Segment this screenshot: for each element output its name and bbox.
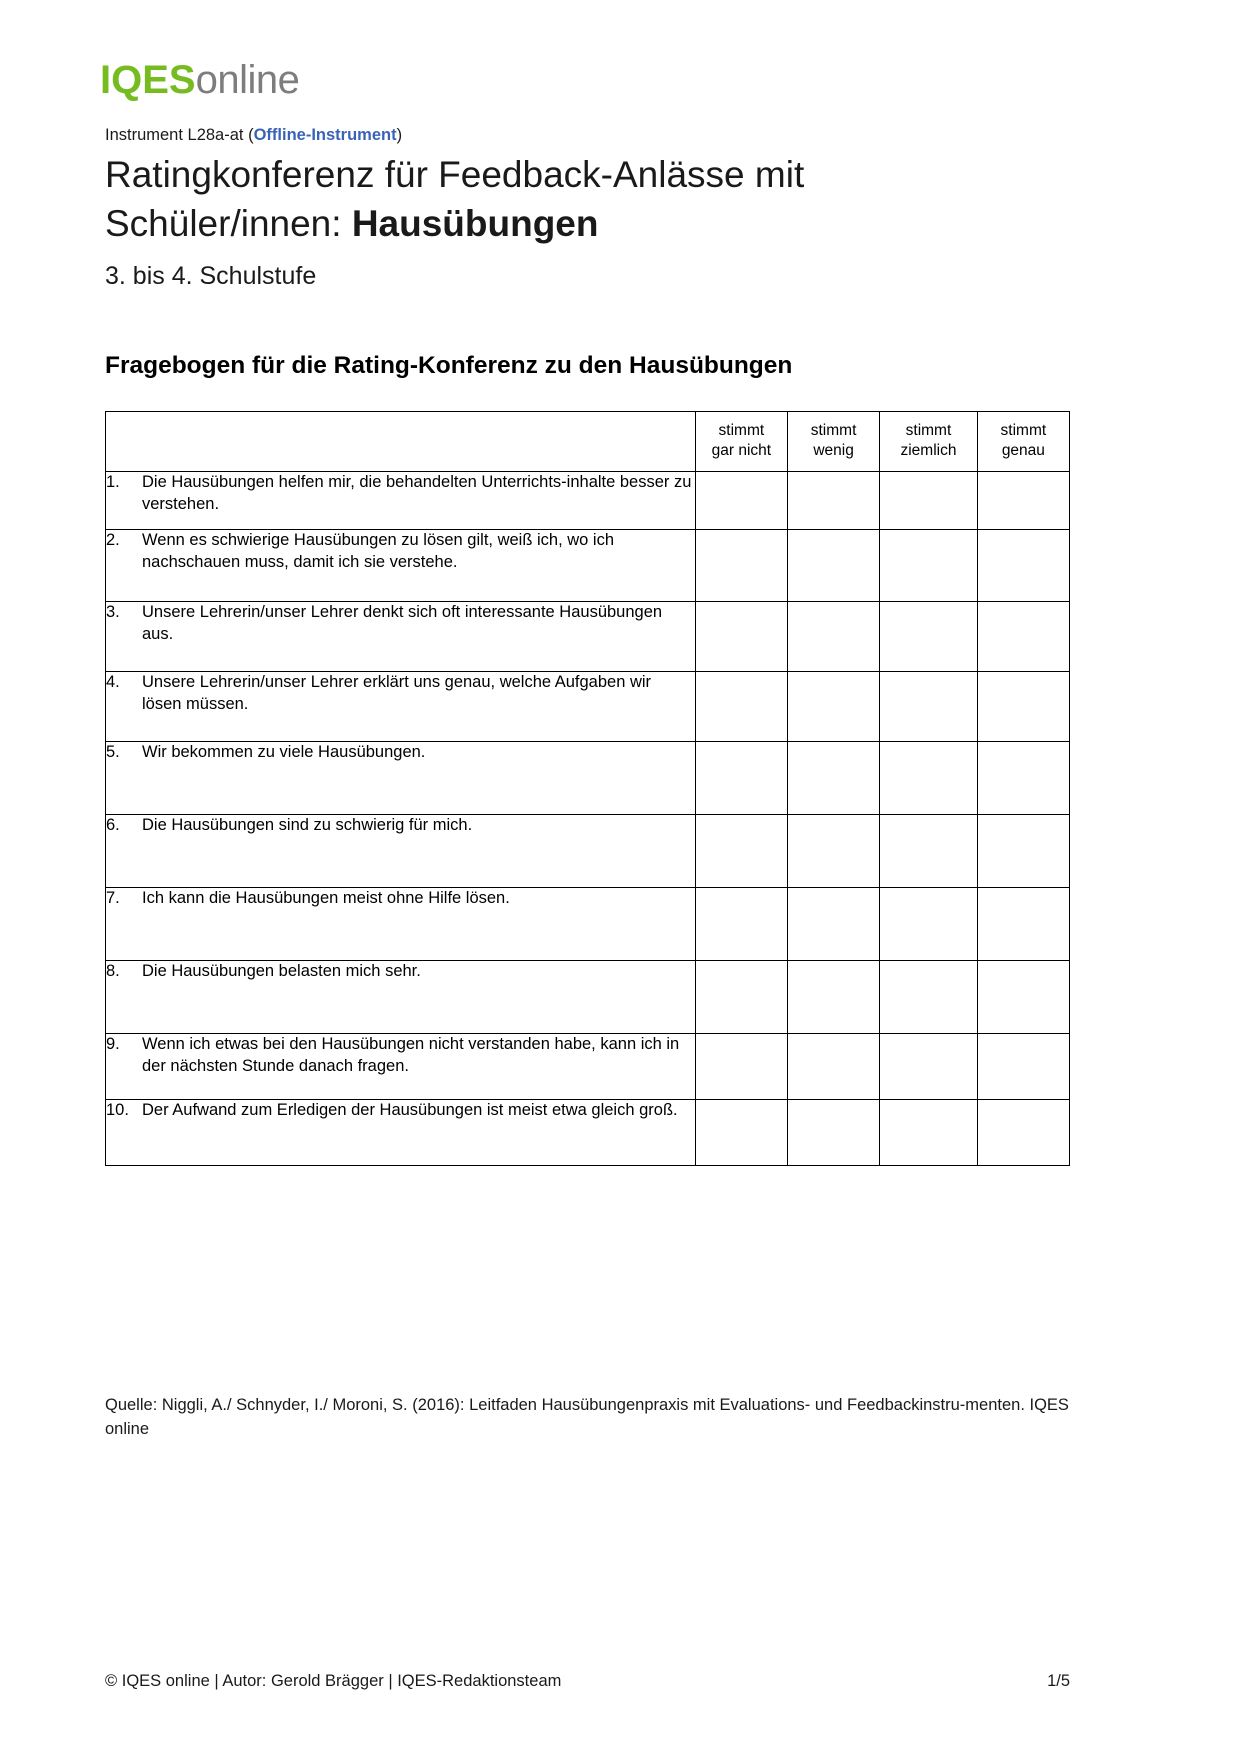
header-scale-1-line2: gar nicht — [711, 442, 772, 460]
section-title: Fragebogen für die Rating-Konferenz zu den Hausübungen — [105, 352, 793, 379]
footer-page-number: 1/5 — [1047, 1672, 1070, 1690]
statement-cell-2 — [106, 530, 696, 602]
statement-cell-1 — [106, 472, 696, 530]
statement-cell-8 — [106, 961, 696, 1034]
answer-box-8-4[interactable] — [977, 961, 1069, 1034]
table-row — [106, 961, 1070, 1034]
statement-cell-4 — [106, 672, 696, 742]
table-row — [106, 602, 1070, 672]
statement-cell-5 — [106, 742, 696, 815]
table-row — [106, 672, 1070, 742]
statement-text-2: Wenn es schwierige Hausübungen zu lösen gilt, weiß ich, wo ich nachschauen muss, damit ich sie verstehe. — [142, 531, 615, 572]
header-scale-2-line2: wenig — [813, 442, 854, 460]
page-title — [105, 150, 1115, 248]
header-scale-3-line2: ziemlich — [900, 442, 957, 460]
statement-number-2: 2. — [106, 531, 120, 550]
statement-text-1: Die Hausübungen helfen mir, die behandelten Unterrichts-inhalte besser zu verstehen. — [142, 473, 692, 514]
header-scale-4-line2: genau — [1001, 442, 1045, 460]
answer-box-6-4[interactable] — [977, 815, 1069, 888]
page-footer — [105, 1672, 1070, 1691]
statement-number-4: 4. — [106, 673, 120, 692]
answer-box-3-1[interactable] — [695, 602, 787, 672]
page-title-line2-prefix: Schüler/innen: — [105, 203, 352, 245]
answer-box-6-1[interactable] — [695, 815, 787, 888]
statement-cell-9 — [106, 1034, 696, 1100]
answer-box-2-3[interactable] — [880, 530, 978, 602]
statement-cell-6 — [106, 815, 696, 888]
statement-number-9: 9. — [106, 1035, 120, 1054]
table-row — [106, 888, 1070, 961]
statement-text-9: Wenn ich etwas bei den Hausübungen nicht verstanden habe, kann ich in der nächsten Stunde danach fragen. — [142, 1035, 680, 1076]
table-row — [106, 1100, 1070, 1166]
header-scale-2-line1: stimmt — [810, 422, 857, 439]
answer-box-4-1[interactable] — [695, 672, 787, 742]
statement-cell-10 — [106, 1100, 696, 1166]
statement-number-6: 6. — [106, 816, 120, 835]
instrument-line — [105, 126, 402, 145]
answer-box-5-2[interactable] — [787, 742, 879, 815]
answer-box-9-2[interactable] — [787, 1034, 879, 1100]
header-scale-3-line1: stimmt — [905, 422, 952, 439]
answer-box-2-1[interactable] — [695, 530, 787, 602]
statement-cell-7 — [106, 888, 696, 961]
answer-box-8-1[interactable] — [695, 961, 787, 1034]
answer-box-7-4[interactable] — [977, 888, 1069, 961]
instrument-prefix: Instrument L28a-at ( — [105, 126, 254, 144]
answer-box-10-4[interactable] — [977, 1100, 1069, 1166]
footer-copyright: © IQES online | Autor: Gerold Brägger | IQES-Redaktionsteam — [105, 1672, 562, 1690]
header-statement-column — [106, 412, 696, 472]
table-row — [106, 1034, 1070, 1100]
offline-instrument-link[interactable]: Offline-Instrument — [253, 126, 397, 144]
header-scale-4 — [977, 412, 1069, 472]
answer-box-9-1[interactable] — [695, 1034, 787, 1100]
iqes-online-logo — [100, 58, 299, 103]
statement-text-7: Ich kann die Hausübungen meist ohne Hilfe lösen. — [142, 889, 510, 908]
statement-text-6: Die Hausübungen sind zu schwierig für mich. — [142, 816, 473, 835]
statement-number-10: 10. — [106, 1101, 129, 1120]
source-note: Quelle: Niggli, A./ Schnyder, I./ Moroni, S. (2016): Leitfaden Hausübungenpraxis mit Evaluations- und Feedbackinstru-menten. IQES online — [105, 1396, 1069, 1438]
answer-box-5-1[interactable] — [695, 742, 787, 815]
answer-box-10-2[interactable] — [787, 1100, 879, 1166]
table-header-row — [106, 412, 1070, 472]
answer-box-5-3[interactable] — [880, 742, 978, 815]
answer-box-1-1[interactable] — [695, 472, 787, 530]
table-row — [106, 742, 1070, 815]
header-scale-4-line1: stimmt — [1000, 422, 1047, 439]
table-row — [106, 472, 1070, 530]
statement-number-5: 5. — [106, 743, 120, 762]
header-scale-1-line1: stimmt — [718, 422, 765, 439]
answer-box-4-3[interactable] — [880, 672, 978, 742]
statement-number-1: 1. — [106, 473, 120, 492]
answer-box-4-4[interactable] — [977, 672, 1069, 742]
answer-box-3-3[interactable] — [880, 602, 978, 672]
statement-number-8: 8. — [106, 962, 120, 981]
page-title-line2-topic: Hausübungen — [351, 203, 599, 245]
header-scale-2 — [787, 412, 879, 472]
page-title-line1: Ratingkonferenz für Feedback-Anlässe mit — [105, 154, 805, 195]
answer-box-7-1[interactable] — [695, 888, 787, 961]
answer-box-1-2[interactable] — [787, 472, 879, 530]
answer-box-8-3[interactable] — [880, 961, 978, 1034]
answer-box-1-4[interactable] — [977, 472, 1069, 530]
rating-table — [105, 411, 1070, 1166]
answer-box-8-2[interactable] — [787, 961, 879, 1034]
statement-text-4: Unsere Lehrerin/unser Lehrer erklärt uns genau, welche Aufgaben wir lösen müssen. — [142, 673, 652, 714]
statement-number-3: 3. — [106, 603, 120, 622]
table-row — [106, 815, 1070, 888]
answer-box-6-2[interactable] — [787, 815, 879, 888]
page-subtitle: 3. bis 4. Schulstufe — [105, 262, 317, 290]
answer-box-5-4[interactable] — [977, 742, 1069, 815]
answer-box-3-4[interactable] — [977, 602, 1069, 672]
table-row — [106, 530, 1070, 602]
statement-text-8: Die Hausübungen belasten mich sehr. — [142, 962, 421, 981]
answer-box-7-3[interactable] — [880, 888, 978, 961]
answer-box-2-2[interactable] — [787, 530, 879, 602]
header-scale-3 — [880, 412, 978, 472]
statement-number-7: 7. — [106, 889, 120, 908]
logo-suffix-text: online — [195, 58, 300, 102]
header-scale-1 — [695, 412, 787, 472]
answer-box-2-4[interactable] — [977, 530, 1069, 602]
answer-box-3-2[interactable] — [787, 602, 879, 672]
statement-text-5: Wir bekommen zu viele Hausübungen. — [142, 743, 426, 762]
answer-box-9-4[interactable] — [977, 1034, 1069, 1100]
instrument-suffix: ) — [396, 126, 403, 144]
answer-box-10-3[interactable] — [880, 1100, 978, 1166]
statement-text-3: Unsere Lehrerin/unser Lehrer denkt sich oft interessante Hausübungen aus. — [142, 603, 663, 644]
answer-box-7-2[interactable] — [787, 888, 879, 961]
statement-text-10: Der Aufwand zum Erledigen der Hausübungen ist meist etwa gleich groß. — [142, 1101, 678, 1120]
answer-box-9-3[interactable] — [880, 1034, 978, 1100]
statement-cell-3 — [106, 602, 696, 672]
answer-box-10-1[interactable] — [695, 1100, 787, 1166]
answer-box-4-2[interactable] — [787, 672, 879, 742]
logo-brand-text: IQES — [100, 58, 196, 102]
answer-box-6-3[interactable] — [880, 815, 978, 888]
answer-box-1-3[interactable] — [880, 472, 978, 530]
